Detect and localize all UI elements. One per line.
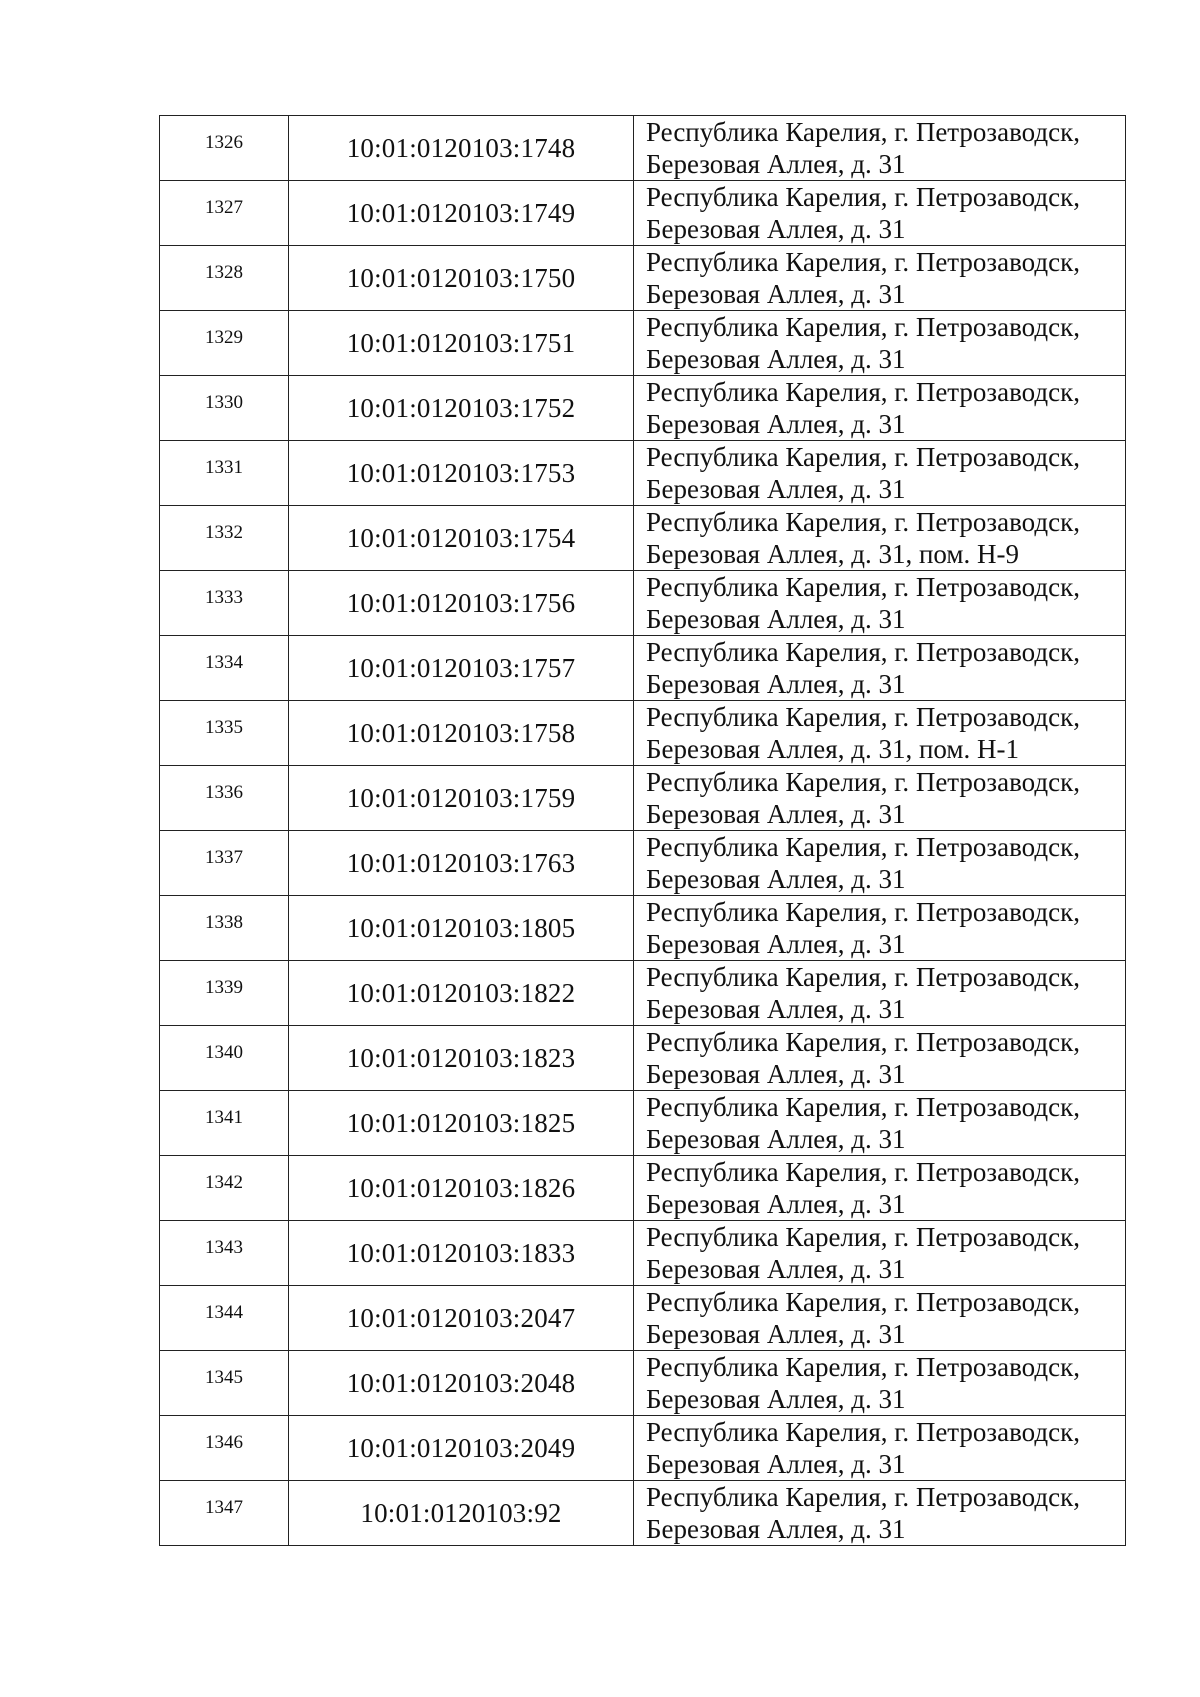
table-row — [160, 1091, 1126, 1156]
table-row — [160, 1416, 1126, 1481]
address-line-region: Республика Карелия, г. Петрозаводск, — [646, 767, 1080, 797]
table-row — [160, 1351, 1126, 1416]
address-cell — [634, 896, 1126, 961]
table-row — [160, 246, 1126, 311]
address-cell — [634, 1091, 1126, 1156]
property-table-body — [160, 116, 1126, 1546]
address-line-region: Республика Карелия, г. Петрозаводск, — [646, 1157, 1080, 1187]
row-number: 1327 — [160, 181, 289, 246]
address-cell — [634, 311, 1126, 376]
address-line-street: Березовая Аллея, д. 31 — [646, 1449, 906, 1479]
row-number: 1345 — [160, 1351, 289, 1416]
cadastral-number: 10:01:0120103:92 — [289, 1481, 634, 1546]
table-row — [160, 1221, 1126, 1286]
cadastral-number: 10:01:0120103:1749 — [289, 181, 634, 246]
row-number: 1328 — [160, 246, 289, 311]
address-cell — [634, 961, 1126, 1026]
row-number: 1331 — [160, 441, 289, 506]
table-row — [160, 376, 1126, 441]
address-line-street: Березовая Аллея, д. 31 — [646, 149, 906, 179]
property-table — [159, 115, 1126, 1546]
address-cell — [634, 701, 1126, 766]
row-number: 1330 — [160, 376, 289, 441]
table-row — [160, 1156, 1126, 1221]
address-line-street: Березовая Аллея, д. 31 — [646, 994, 906, 1024]
address-line-street: Березовая Аллея, д. 31 — [646, 344, 906, 374]
table-row — [160, 701, 1126, 766]
table-row — [160, 1481, 1126, 1546]
address-line-street: Березовая Аллея, д. 31 — [646, 1189, 906, 1219]
address-line-region: Республика Карелия, г. Петрозаводск, — [646, 637, 1080, 667]
cadastral-number: 10:01:0120103:2049 — [289, 1416, 634, 1481]
address-cell — [634, 1156, 1126, 1221]
address-line-region: Республика Карелия, г. Петрозаводск, — [646, 1222, 1080, 1252]
address-cell — [634, 441, 1126, 506]
cadastral-number: 10:01:0120103:1754 — [289, 506, 634, 571]
row-number: 1343 — [160, 1221, 289, 1286]
row-number: 1344 — [160, 1286, 289, 1351]
address-line-street: Березовая Аллея, д. 31 — [646, 1514, 906, 1544]
table-row — [160, 1286, 1126, 1351]
cadastral-number: 10:01:0120103:1826 — [289, 1156, 634, 1221]
cadastral-number: 10:01:0120103:1751 — [289, 311, 634, 376]
address-line-region: Республика Карелия, г. Петрозаводск, — [646, 1092, 1080, 1122]
row-number: 1333 — [160, 571, 289, 636]
table-row — [160, 441, 1126, 506]
address-line-region: Республика Карелия, г. Петрозаводск, — [646, 377, 1080, 407]
cadastral-number: 10:01:0120103:1759 — [289, 766, 634, 831]
address-cell — [634, 1221, 1126, 1286]
address-line-region: Республика Карелия, г. Петрозаводск, — [646, 117, 1080, 147]
row-number: 1334 — [160, 636, 289, 701]
address-cell — [634, 246, 1126, 311]
cadastral-number: 10:01:0120103:1822 — [289, 961, 634, 1026]
cadastral-number: 10:01:0120103:1748 — [289, 116, 634, 181]
address-line-region: Республика Карелия, г. Петрозаводск, — [646, 962, 1080, 992]
row-number: 1338 — [160, 896, 289, 961]
address-cell — [634, 766, 1126, 831]
address-line-region: Республика Карелия, г. Петрозаводск, — [646, 897, 1080, 927]
address-line-region: Республика Карелия, г. Петрозаводск, — [646, 832, 1080, 862]
table-row — [160, 311, 1126, 376]
table-row — [160, 181, 1126, 246]
address-line-street: Березовая Аллея, д. 31, пом. Н-9 — [646, 539, 1019, 569]
cadastral-number: 10:01:0120103:1757 — [289, 636, 634, 701]
cadastral-number: 10:01:0120103:1756 — [289, 571, 634, 636]
address-cell — [634, 1481, 1126, 1546]
address-line-street: Березовая Аллея, д. 31 — [646, 1059, 906, 1089]
address-line-street: Березовая Аллея, д. 31 — [646, 1319, 906, 1349]
table-row — [160, 506, 1126, 571]
table-row — [160, 1026, 1126, 1091]
row-number: 1337 — [160, 831, 289, 896]
table-row — [160, 116, 1126, 181]
address-line-street: Березовая Аллея, д. 31 — [646, 604, 906, 634]
address-cell — [634, 1286, 1126, 1351]
row-number: 1346 — [160, 1416, 289, 1481]
cadastral-number: 10:01:0120103:1750 — [289, 246, 634, 311]
address-cell — [634, 1351, 1126, 1416]
address-line-region: Республика Карелия, г. Петрозаводск, — [646, 1352, 1080, 1382]
table-row — [160, 961, 1126, 1026]
address-line-region: Республика Карелия, г. Петрозаводск, — [646, 442, 1080, 472]
address-line-street: Березовая Аллея, д. 31 — [646, 1124, 906, 1154]
cadastral-number: 10:01:0120103:2048 — [289, 1351, 634, 1416]
address-line-region: Республика Карелия, г. Петрозаводск, — [646, 312, 1080, 342]
address-line-street: Березовая Аллея, д. 31, пом. Н-1 — [646, 734, 1019, 764]
address-line-street: Березовая Аллея, д. 31 — [646, 279, 906, 309]
table-row — [160, 831, 1126, 896]
address-line-street: Березовая Аллея, д. 31 — [646, 409, 906, 439]
table-row — [160, 636, 1126, 701]
table-row — [160, 766, 1126, 831]
address-line-street: Березовая Аллея, д. 31 — [646, 929, 906, 959]
address-cell — [634, 181, 1126, 246]
row-number: 1340 — [160, 1026, 289, 1091]
address-line-region: Республика Карелия, г. Петрозаводск, — [646, 702, 1080, 732]
cadastral-number: 10:01:0120103:1752 — [289, 376, 634, 441]
table-row — [160, 571, 1126, 636]
cadastral-number: 10:01:0120103:2047 — [289, 1286, 634, 1351]
table-row — [160, 896, 1126, 961]
address-cell — [634, 831, 1126, 896]
cadastral-number: 10:01:0120103:1753 — [289, 441, 634, 506]
row-number: 1329 — [160, 311, 289, 376]
address-cell — [634, 376, 1126, 441]
address-line-street: Березовая Аллея, д. 31 — [646, 214, 906, 244]
address-line-street: Березовая Аллея, д. 31 — [646, 799, 906, 829]
row-number: 1339 — [160, 961, 289, 1026]
address-line-region: Республика Карелия, г. Петрозаводск, — [646, 182, 1080, 212]
row-number: 1347 — [160, 1481, 289, 1546]
address-line-region: Республика Карелия, г. Петрозаводск, — [646, 1027, 1080, 1057]
address-line-street: Березовая Аллея, д. 31 — [646, 1384, 906, 1414]
row-number: 1335 — [160, 701, 289, 766]
cadastral-number: 10:01:0120103:1825 — [289, 1091, 634, 1156]
address-cell — [634, 116, 1126, 181]
address-cell — [634, 636, 1126, 701]
address-cell — [634, 506, 1126, 571]
address-line-street: Березовая Аллея, д. 31 — [646, 669, 906, 699]
address-line-region: Республика Карелия, г. Петрозаводск, — [646, 572, 1080, 602]
cadastral-number: 10:01:0120103:1823 — [289, 1026, 634, 1091]
address-line-street: Березовая Аллея, д. 31 — [646, 474, 906, 504]
address-line-street: Березовая Аллея, д. 31 — [646, 1254, 906, 1284]
address-line-region: Республика Карелия, г. Петрозаводск, — [646, 247, 1080, 277]
row-number: 1342 — [160, 1156, 289, 1221]
cadastral-number: 10:01:0120103:1805 — [289, 896, 634, 961]
cadastral-number: 10:01:0120103:1833 — [289, 1221, 634, 1286]
address-line-region: Республика Карелия, г. Петрозаводск, — [646, 507, 1080, 537]
address-line-region: Республика Карелия, г. Петрозаводск, — [646, 1287, 1080, 1317]
row-number: 1332 — [160, 506, 289, 571]
row-number: 1341 — [160, 1091, 289, 1156]
address-line-region: Республика Карелия, г. Петрозаводск, — [646, 1482, 1080, 1512]
row-number: 1326 — [160, 116, 289, 181]
row-number: 1336 — [160, 766, 289, 831]
address-cell — [634, 1416, 1126, 1481]
cadastral-number: 10:01:0120103:1758 — [289, 701, 634, 766]
address-line-street: Березовая Аллея, д. 31 — [646, 864, 906, 894]
cadastral-number: 10:01:0120103:1763 — [289, 831, 634, 896]
address-cell — [634, 571, 1126, 636]
address-line-region: Республика Карелия, г. Петрозаводск, — [646, 1417, 1080, 1447]
address-cell — [634, 1026, 1126, 1091]
